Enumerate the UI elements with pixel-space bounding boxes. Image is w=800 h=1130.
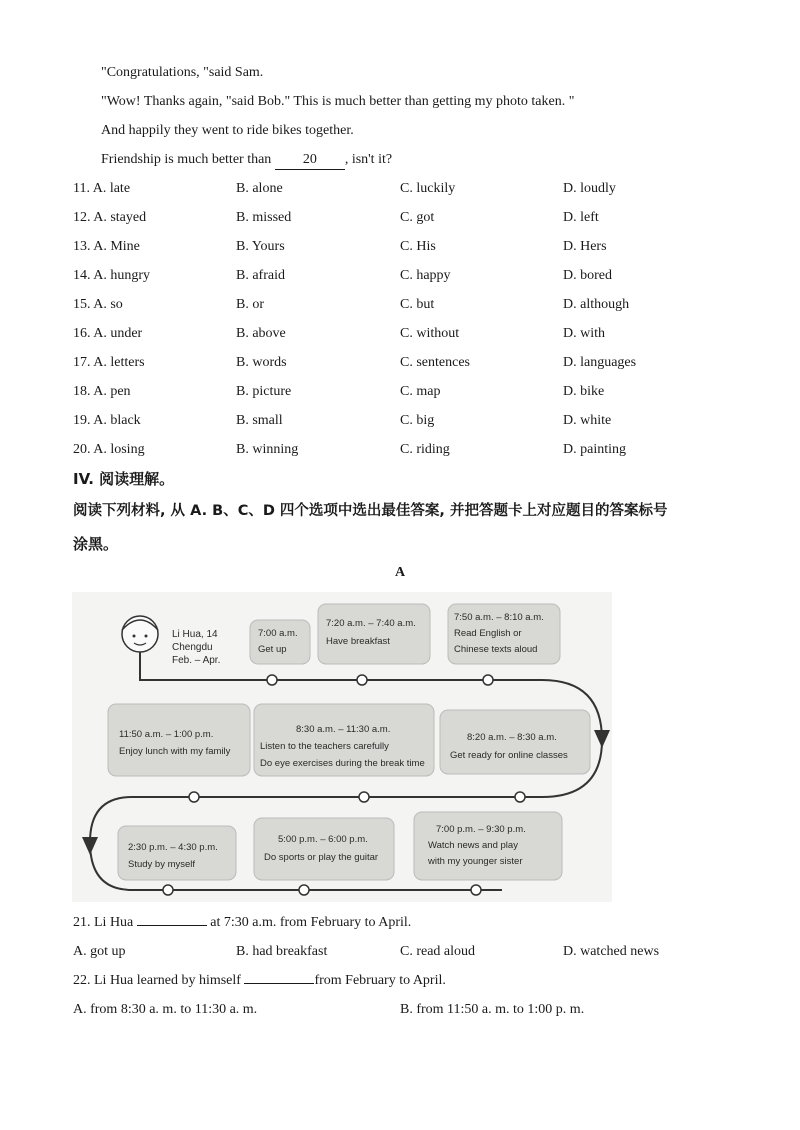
profile-period: Feb. – Apr. [172, 655, 221, 666]
section-instruction: 涂黑。 [73, 535, 119, 553]
event-box [118, 826, 236, 880]
passage-line: "Wow! Thanks again, "said Bob." This is much better than getting my photo taken. " [101, 94, 575, 109]
option-b: B. small [236, 413, 283, 428]
question-22-stem [73, 972, 446, 990]
event-activity: Get up [258, 644, 287, 655]
section-instruction: 阅读下列材料, 从 A. B、C、D 四个选项中选出最佳答案, 并把答题卡上对应题目的答案标号 [73, 503, 668, 519]
option-b: B. from 11:50 a. m. to 1:00 p. m. [400, 1002, 585, 1017]
option-d: D. bike [563, 384, 605, 399]
event-box [414, 812, 562, 880]
option-b: B. Yours [236, 239, 285, 254]
option-c: C. riding [400, 442, 450, 457]
option-c: C. sentences [400, 355, 470, 370]
event-activity: with my younger sister [428, 856, 523, 867]
passage-line: "Congratulations, "said Sam. [101, 65, 264, 80]
timeline-node [515, 792, 525, 802]
option-b: B. afraid [236, 268, 285, 283]
option-text: A. pen [93, 384, 131, 399]
timeline-node [357, 675, 367, 685]
option-b: B. or [236, 297, 264, 312]
event-time: 8:20 a.m. – 8:30 a.m. [467, 732, 557, 743]
profile-city: Chengdu [172, 642, 213, 653]
question-number: 19. [73, 413, 91, 428]
question-number: 11. [73, 181, 90, 196]
event-time: 8:30 a.m. – 11:30 a.m. [296, 724, 391, 735]
option-text: A. stayed [93, 210, 147, 225]
daily-schedule-timeline [72, 592, 612, 902]
event-time: 2:30 p.m. – 4:30 p.m. [128, 842, 218, 853]
event-time: 7:00 a.m. [258, 628, 298, 639]
timeline-node [483, 675, 493, 685]
option-text: A. black [93, 413, 141, 428]
question-number: 13. [73, 239, 91, 254]
passage-label: A [395, 565, 406, 580]
option-c: C. luckily [400, 181, 456, 196]
answer-blank [137, 925, 207, 926]
option-a [73, 441, 145, 459]
event-activity: Have breakfast [326, 636, 390, 647]
option-c: C. His [400, 239, 436, 254]
event-activity: Do sports or play the guitar [264, 852, 379, 863]
event-time: 5:00 p.m. – 6:00 p.m. [278, 834, 368, 845]
option-d: D. Hers [563, 239, 607, 254]
option-a [73, 412, 141, 430]
passage-line: And happily they went to ride bikes together. [101, 123, 354, 138]
timeline-node [359, 792, 369, 802]
option-text: A. Mine [93, 239, 140, 254]
option-a: A. got up [73, 944, 126, 959]
event-time: 11:50 a.m. – 1:00 p.m. [119, 729, 214, 740]
option-d: D. languages [563, 355, 637, 370]
event-activity: Read English or [454, 628, 522, 639]
option-a: A. from 8:30 a. m. to 11:30 a. m. [73, 1002, 258, 1017]
event-box [108, 704, 250, 776]
timeline-node [189, 792, 199, 802]
question-number: 14. [73, 268, 91, 283]
event-activity: Watch news and play [428, 840, 518, 851]
option-d: D. watched news [563, 944, 660, 959]
passage-line-with-blank [101, 151, 392, 170]
question-number: 18. [73, 384, 91, 399]
question-21-stem [73, 914, 411, 932]
option-a [73, 383, 131, 401]
passage-text: , isn't it? [344, 152, 393, 167]
event-box [250, 620, 310, 664]
question-number: 20. [73, 442, 91, 457]
option-b: B. missed [236, 210, 292, 225]
passage-text: Friendship is much better than [101, 152, 275, 167]
event-box [318, 604, 430, 664]
option-d: D. painting [563, 442, 626, 457]
event-time: 7:20 a.m. – 7:40 a.m. [326, 618, 416, 629]
question-number: 16. [73, 326, 91, 341]
option-text: A. letters [93, 355, 145, 370]
question-number: 15. [73, 297, 91, 312]
event-activity: Enjoy lunch with my family [119, 746, 231, 757]
event-box [254, 818, 394, 880]
answer-blank [244, 983, 314, 984]
option-c: C. big [400, 413, 435, 428]
option-b: B. alone [236, 181, 283, 196]
option-d: D. although [563, 297, 630, 312]
timeline-node [299, 885, 309, 895]
option-d: D. with [563, 326, 605, 341]
option-a [73, 325, 142, 343]
section-heading: IV. 阅读理解。 [73, 470, 175, 488]
question-number: 12. [73, 210, 91, 225]
question-number: 17. [73, 355, 91, 370]
question-text: from February to April. [314, 973, 446, 988]
event-box [440, 710, 590, 774]
timeline-node [163, 885, 173, 895]
option-c: C. read aloud [400, 944, 476, 959]
option-text: A. late [92, 181, 131, 196]
event-activity: Listen to the teachers carefully [260, 741, 389, 752]
question-text: at 7:30 a.m. from February to April. [206, 915, 412, 930]
option-a [73, 296, 123, 314]
option-b: B. words [236, 355, 287, 370]
timeline-node [471, 885, 481, 895]
option-c: C. but [400, 297, 435, 312]
option-text: A. so [93, 297, 123, 312]
option-c: C. without [400, 326, 460, 341]
option-a [73, 354, 145, 372]
event-time: 7:00 p.m. – 9:30 p.m. [436, 824, 526, 835]
event-activity: Do eye exercises during the break time [260, 758, 425, 769]
option-d: D. white [563, 413, 612, 428]
answer-blank: 20 [275, 151, 345, 170]
event-box [254, 704, 434, 776]
event-activity: Get ready for online classes [450, 750, 568, 761]
option-b: B. above [236, 326, 286, 341]
option-c: C. got [400, 210, 435, 225]
option-a [73, 267, 150, 285]
option-d: D. bored [563, 268, 612, 283]
option-text: A. under [93, 326, 143, 341]
option-c: C. map [400, 384, 441, 399]
option-text: A. losing [93, 442, 145, 457]
option-b: B. winning [236, 442, 299, 457]
option-a [73, 180, 130, 198]
option-text: A. hungry [93, 268, 151, 283]
question-text: 21. Li Hua [73, 915, 137, 930]
event-time: 7:50 a.m. – 8:10 a.m. [454, 612, 544, 623]
option-a [73, 209, 146, 227]
avatar [122, 616, 158, 652]
timeline-node [267, 675, 277, 685]
event-activity: Chinese texts aloud [454, 644, 538, 655]
event-activity: Study by myself [128, 859, 196, 870]
option-a [73, 238, 140, 256]
question-text: 22. Li Hua learned by himself [73, 973, 245, 988]
option-d: D. left [563, 210, 599, 225]
event-box [448, 604, 560, 664]
option-d: D. loudly [563, 181, 616, 196]
option-b: B. picture [236, 384, 292, 399]
option-b: B. had breakfast [236, 944, 328, 959]
option-c: C. happy [400, 268, 451, 283]
profile-name: Li Hua, 14 [172, 629, 218, 640]
